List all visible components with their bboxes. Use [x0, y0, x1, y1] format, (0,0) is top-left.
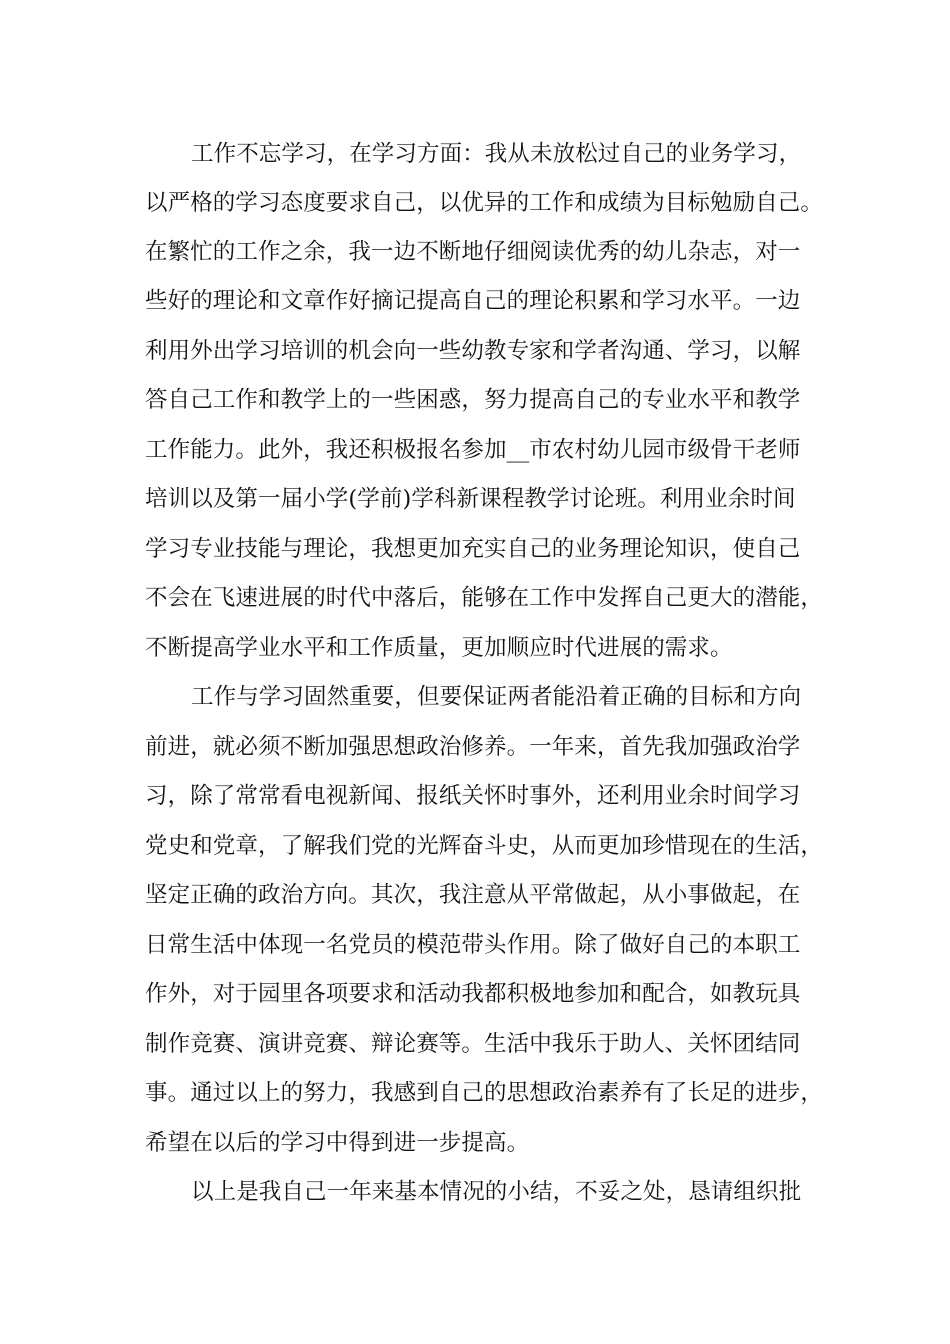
paragraph-2-line-8: 制作竞赛、演讲竞赛、辩论赛等。生活中我乐于助人、关怀团结同: [145, 1031, 801, 1057]
paragraph-2-line-4: 党史和党章，了解我们党的光辉奋斗史，从而更加珍惜现在的生活，: [145, 833, 824, 859]
paragraph-2-line-9: 事。通过以上的努力，我感到自己的思想政治素养有了长足的进步，: [145, 1080, 824, 1106]
paragraph-2-line-7: 作外，对于园里各项要求和活动我都积极地参加和配合，如教玩具: [145, 981, 801, 1007]
paragraph-1-line-10: 不会在飞速进展的时代中落后，能够在工作中发挥自己更大的潜能，: [145, 585, 824, 611]
paragraph-1-line-4: 些好的理论和文章作好摘记提高自己的理论积累和学习水平。一边: [145, 288, 801, 314]
paragraph-1-line-2: 以严格的学习态度要求自己，以优异的工作和成绩为目标勉励自己。: [145, 190, 824, 216]
paragraph-2-line-2: 前进，就必须不断加强思想政治修养。一年来，首先我加强政治学: [145, 734, 801, 760]
paragraph-1-line-1: 工作不忘学习，在学习方面：我从未放松过自己的业务学习，: [191, 141, 802, 167]
paragraph-1-line-3: 在繁忙的工作之余，我一边不断地仔细阅读优秀的幼儿杂志，对一: [145, 239, 801, 265]
paragraph-2-line-3: 习，除了常常看电视新闻、报纸关怀时事外，还利用业余时间学习: [145, 783, 801, 809]
paragraph-1-line-5: 利用外出学习培训的机会向一些幼教专家和学者沟通、学习，以解: [145, 338, 801, 364]
paragraph-1-line-11: 不断提高学业水平和工作质量，更加顺应时代进展的需求。: [145, 635, 733, 661]
paragraph-1-line-8: 培训以及第一届小学(学前)学科新课程教学讨论班。利用业余时间: [145, 486, 796, 512]
paragraph-2-line-1: 工作与学习固然重要，但要保证两者能沿着正确的目标和方向: [191, 684, 802, 710]
paragraph-2-line-5: 坚定正确的政治方向。其次，我注意从平常做起，从小事做起，在: [145, 882, 801, 908]
paragraph-3-line-1: 以上是我自己一年来基本情况的小结，不妥之处，恳请组织批: [191, 1179, 802, 1205]
paragraph-2-line-10: 希望在以后的学习中得到进一步提高。: [145, 1130, 530, 1156]
paragraph-1-line-7: 工作能力。此外，我还积极报名参加__市农村幼儿园市级骨干老师: [145, 437, 801, 463]
paragraph-2-line-6: 日常生活中体现一名党员的模范带头作用。除了做好自己的本职工: [145, 932, 801, 958]
paragraph-1-line-6: 答自己工作和教学上的一些困惑，努力提高自己的专业水平和教学: [145, 387, 801, 413]
paragraph-1-line-9: 学习专业技能与理论，我想更加充实自己的业务理论知识，使自己: [145, 536, 801, 562]
